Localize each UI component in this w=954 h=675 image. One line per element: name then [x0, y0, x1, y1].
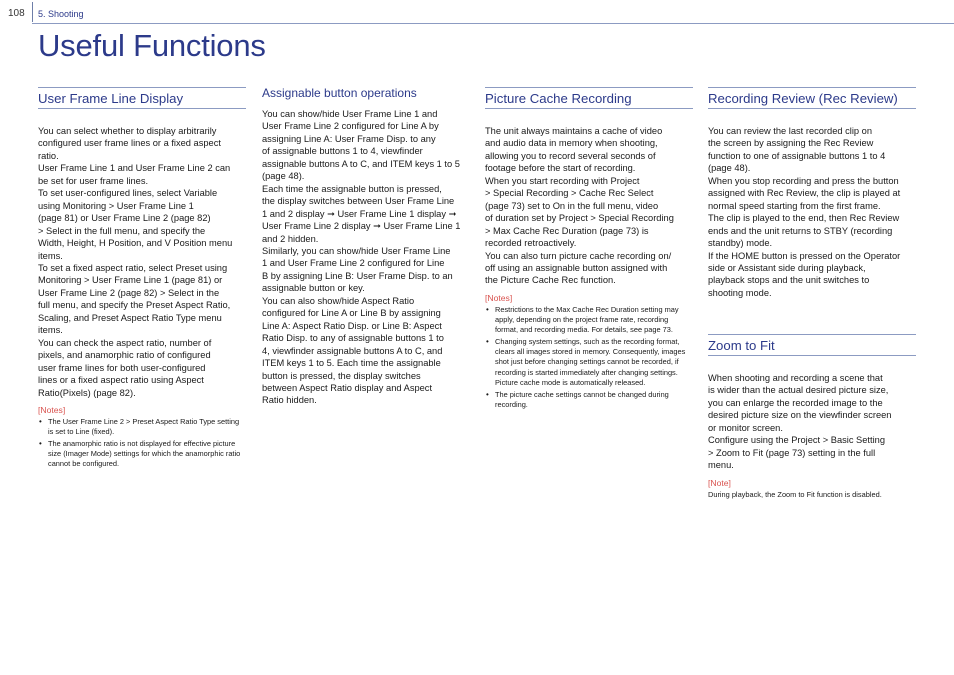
text-line: assigned with Rec Review, the clip is played at	[708, 188, 901, 199]
text-line: When you start recording with Project	[485, 175, 640, 186]
text-line: function to one of assignable buttons 1 to 4	[708, 150, 886, 161]
subsection-heading: Assignable button operations	[262, 86, 417, 100]
text-line: assignable button or key.	[262, 283, 365, 294]
text-line: shooting mode.	[708, 287, 772, 298]
text-line: assignable buttons A to C, and ITEM keys 1 to 5	[262, 158, 460, 169]
text-line: 1 and User Frame Line 2 configured for Line	[262, 258, 445, 269]
section-heading: Recording Review (Rec Review)	[708, 91, 898, 106]
text-line: or monitor screen.	[708, 422, 783, 433]
text-line: > Select in the full menu, and specify the	[38, 225, 206, 236]
page-header	[0, 0, 954, 24]
text-line: assigning Line A: User Frame Disp. to any	[262, 133, 436, 144]
text-line: Ratio Disp. to any of assignable buttons 1 to	[262, 333, 444, 344]
note-item: • The User Frame Line 2 > Preset Aspect Ratio Type setting is set to Line (fixed).	[48, 417, 246, 437]
text-line: ends and the unit returns to STBY (recording	[708, 225, 893, 236]
notes-list	[485, 305, 693, 410]
text-line: You can also show/hide Aspect Ratio	[262, 295, 415, 306]
body-text	[485, 125, 693, 287]
column-user-frame-line-display	[38, 87, 246, 471]
text-line: You can review the last recorded clip on	[708, 126, 872, 136]
text-line: When shooting and recording a scene that	[708, 373, 883, 383]
text-line: Monitoring > User Frame Line 1 (page 81) or	[38, 275, 223, 286]
header-rule	[32, 23, 954, 24]
text-line: To set a fixed aspect ratio, select Preset using	[38, 262, 228, 273]
text-line: playback stops and the unit switches to	[708, 275, 870, 286]
note-label: [Note]	[708, 477, 731, 488]
text-line: between Aspect Ratio display and Aspect	[262, 382, 433, 393]
column-zoom-to-fit	[708, 334, 916, 500]
body-text	[708, 125, 916, 299]
text-line: configured user frame lines or a fixed aspect	[38, 138, 221, 149]
section-heading: Zoom to Fit	[708, 338, 775, 353]
column-recording-review	[708, 87, 916, 299]
text-line: user frame lines for both user-configured	[38, 362, 206, 373]
column-picture-cache-recording	[485, 87, 693, 411]
text-line: items.	[38, 325, 63, 336]
text-line: User Frame Line 1 and User Frame Line 2 can	[38, 163, 231, 174]
text-line: ratio.	[38, 150, 59, 161]
text-line: (page 48).	[708, 163, 751, 174]
text-line: Line A: Aspect Ratio Disp. or Line B: Aspect	[262, 320, 442, 331]
text-line: Similarly, you can show/hide User Frame Line	[262, 245, 451, 256]
page-number: 108	[8, 8, 25, 19]
text-line: Ratio(Pixels) (page 82).	[38, 387, 136, 398]
text-line: User Frame Line 2 configured for Line A by	[262, 121, 439, 132]
text-line: Width, Height, H Position, and V Position menu	[38, 238, 233, 249]
text-line: the screen by assigning the Rec Review	[708, 138, 874, 149]
text-line: Each time the assignable button is pressed,	[262, 183, 442, 194]
text-line: If the HOME button is pressed on the Operator	[708, 250, 901, 261]
text-line: of assignable buttons 1 to 4, viewfinder	[262, 146, 423, 157]
text-line: ITEM keys 1 to 5. Each time the assignable	[262, 358, 441, 369]
text-line: full menu, and specify the Preset Aspect Ratio,	[38, 300, 231, 311]
text-line: desired picture size on the viewfinder screen	[708, 410, 892, 421]
note-text: During playback, the Zoom to Fit function is disabled.	[708, 489, 882, 499]
text-line: menu.	[708, 460, 734, 471]
text-line: off using an assignable button assigned with	[485, 262, 668, 273]
text-line: be set for user frame lines.	[38, 175, 149, 186]
text-line: pixels, and anamorphic ratio of configured	[38, 350, 211, 361]
text-line: The unit always maintains a cache of video	[485, 126, 663, 136]
text-line: You can also turn picture cache recording on/	[485, 250, 672, 261]
note-item: • Changing system settings, such as the recording format, clears all images stored in memory. Consequently, images shot just before changing settings cannot be recorded, if recording is started immediately after changing settings. Picture cache mode is automatically released.	[495, 337, 693, 388]
text-line: You can show/hide User Frame Line 1 and	[262, 109, 438, 119]
text-line: (page 48).	[262, 171, 305, 182]
text-line: To set user-configured lines, select Variable	[38, 188, 218, 199]
text-line: When you stop recording and press the button	[708, 175, 899, 186]
page-title: Useful Functions	[38, 28, 266, 63]
section-heading: User Frame Line Display	[38, 91, 184, 106]
text-line: 4, viewfinder assignable buttons A to C, and	[262, 345, 443, 356]
notes-list	[38, 417, 246, 470]
text-line: User Frame Line 2 display ➞ User Frame Line 1	[262, 221, 461, 232]
text-line: and audio data in memory when shooting,	[485, 138, 658, 149]
text-line: of duration set by Project > Special Recording	[485, 213, 674, 224]
text-line: 1 and 2 display ➞ User Frame Line 1 display ➞	[262, 208, 457, 219]
text-line: > Zoom to Fit (page 73) setting in the full	[708, 447, 876, 458]
body-text	[262, 108, 472, 407]
text-line: Scaling, and Preset Aspect Ratio Type menu	[38, 312, 222, 323]
notes-label: [Notes]	[485, 292, 513, 303]
text-line: the Picture Cache Rec function.	[485, 275, 616, 286]
text-line: B by assigning Line B: User Frame Disp. to an	[262, 270, 453, 281]
note-item: • Restrictions to the Max Cache Rec Duration setting may apply, depending on the project frame rate, recording format, and recording media. For details, see page 73.	[495, 305, 693, 336]
text-line: side or Assistant side during playback,	[708, 262, 866, 273]
text-line: using Monitoring > User Frame Line 1	[38, 200, 194, 211]
text-line: > Max Cache Rec Duration (page 73) is	[485, 225, 649, 236]
text-line: recorded retroactively.	[485, 238, 577, 249]
heading-box	[708, 87, 916, 109]
text-line: (page 73) set to On in the full menu, video	[485, 200, 659, 211]
text-line: is wider than the actual desired picture size,	[708, 385, 889, 396]
text-line: normal speed starting from the first frame.	[708, 200, 881, 211]
note-item: • The anamorphic ratio is not displayed for effective picture size (Imager Mode) settings for which the anamorphic ratio cannot be configured.	[48, 439, 246, 470]
section-heading: Picture Cache Recording	[485, 91, 632, 106]
text-line: (page 81) or User Frame Line 2 (page 82)	[38, 213, 211, 224]
text-line: allowing you to record several seconds of	[485, 150, 656, 161]
column-assignable-button-operations	[262, 86, 472, 407]
text-line: configured for Line A or Line B by assigning	[262, 308, 441, 319]
text-line: lines or a fixed aspect ratio using Aspect	[38, 375, 204, 386]
notes-label: [Notes]	[38, 404, 66, 415]
body-text	[708, 372, 916, 472]
header-divider	[32, 2, 33, 22]
text-line: You can select whether to display arbitrarily	[38, 126, 217, 136]
text-line: and 2 hidden.	[262, 233, 319, 244]
text-line: Configure using the Project > Basic Setting	[708, 435, 885, 446]
note-item: • The picture cache settings cannot be changed during recording.	[495, 390, 693, 410]
heading-box	[708, 334, 916, 356]
heading-box	[485, 87, 693, 109]
heading-box	[38, 87, 246, 109]
text-line: standby) mode.	[708, 238, 773, 249]
text-line: You can check the aspect ratio, number of	[38, 337, 212, 348]
body-text	[38, 125, 246, 399]
text-line: button is pressed, the display switches	[262, 370, 421, 381]
text-line: footage before the start of recording.	[485, 163, 636, 174]
text-line: User Frame Line 2 (page 82) > Select in the	[38, 287, 220, 298]
text-line: Ratio hidden.	[262, 395, 317, 406]
text-line: The clip is played to the end, then Rec Review	[708, 213, 900, 224]
text-line: you can enlarge the recorded image to the	[708, 397, 883, 408]
text-line: > Special Recording > Cache Rec Select	[485, 188, 654, 199]
text-line: items.	[38, 250, 63, 261]
section-breadcrumb[interactable]: 5. Shooting	[38, 9, 84, 19]
text-line: the display switches between User Frame Line	[262, 196, 455, 207]
